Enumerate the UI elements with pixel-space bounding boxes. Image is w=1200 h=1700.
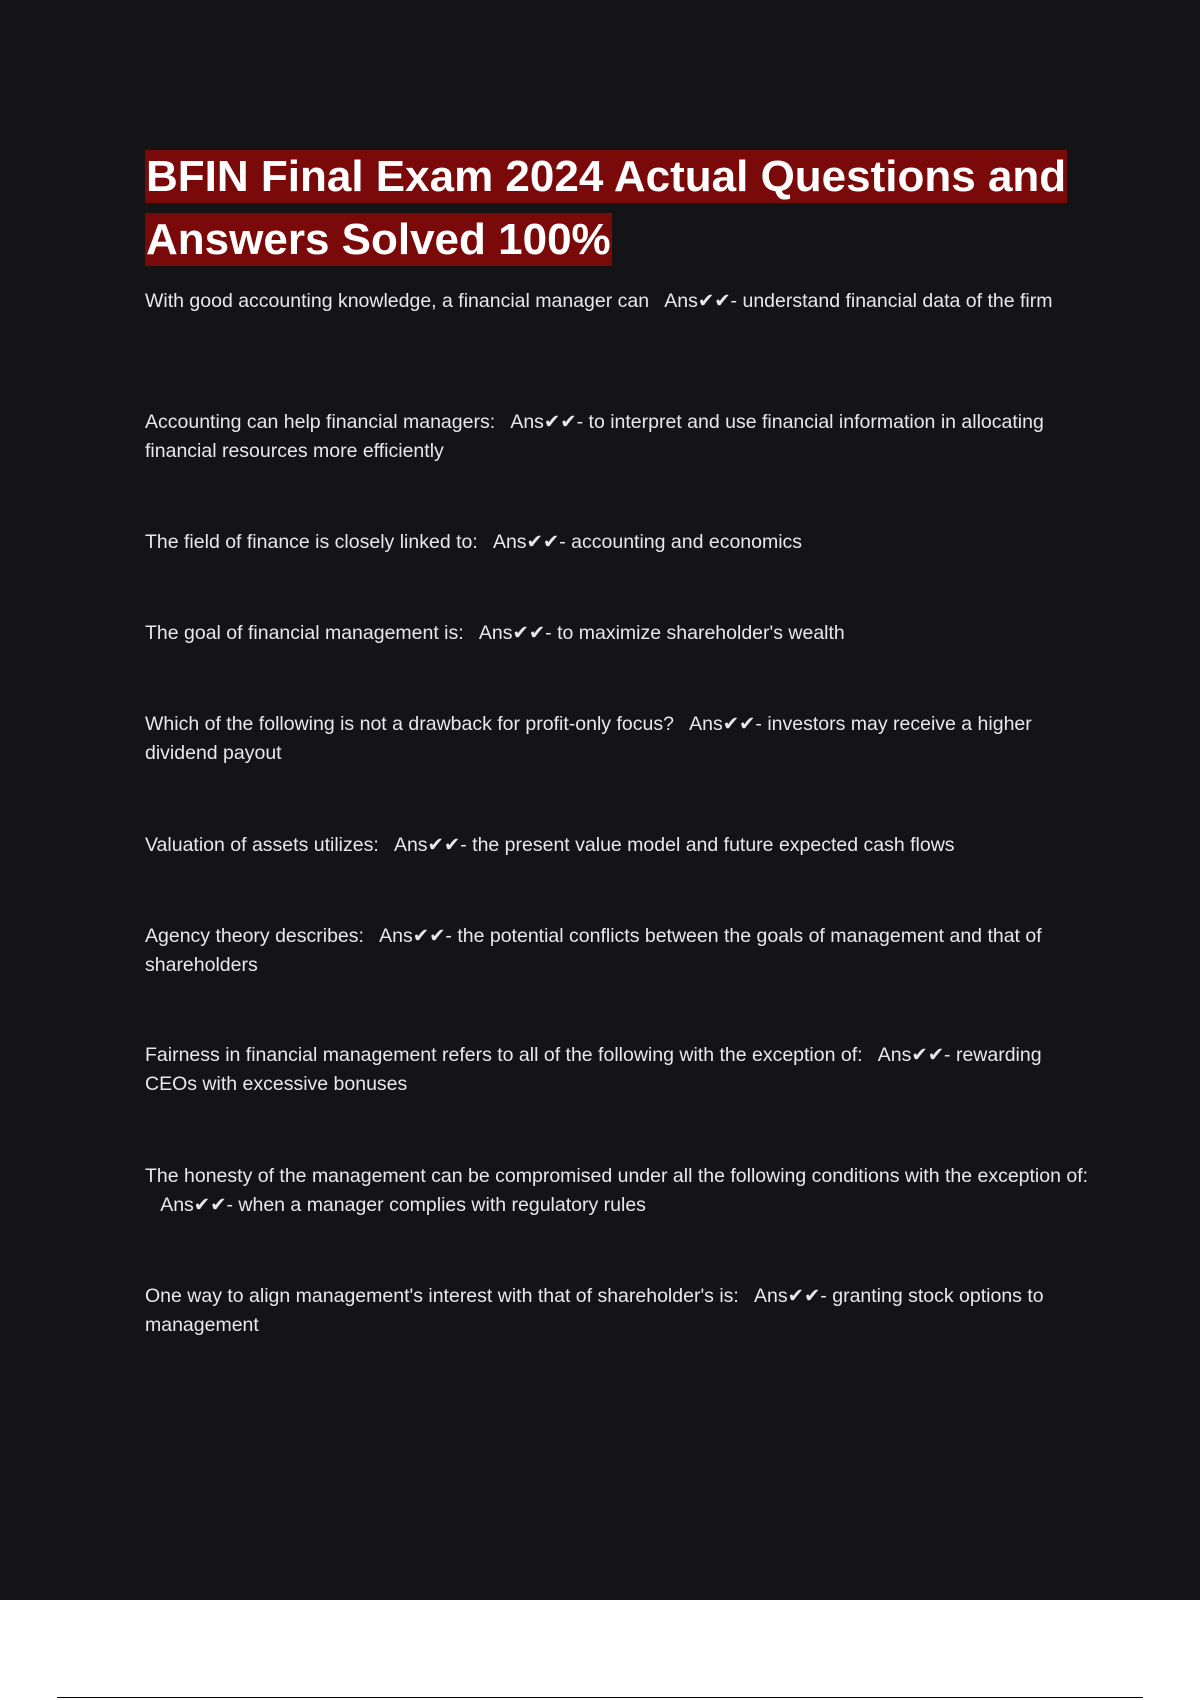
qa-item [145, 287, 1090, 316]
answer-marker: Ans✔✔- [492, 531, 566, 553]
answer-marker: Ans✔✔- [393, 834, 467, 856]
answer-marker: Ans✔✔- [478, 622, 552, 644]
question-text: Valuation of assets utilizes: [145, 834, 379, 856]
question-text: The goal of financial management is: [145, 622, 464, 644]
answer-text: investors may receive a higher dividend payout [145, 713, 1032, 764]
qa-item [145, 922, 1090, 980]
answer-text: accounting and economics [571, 531, 803, 553]
question-text: Accounting can help financial managers: [145, 411, 496, 433]
question-text: Fairness in financial management refers to all of the following with the exception of: [145, 1044, 863, 1066]
answer-marker: Ans✔✔- [510, 411, 584, 433]
answer-text: when a manager complies with regulatory rules [238, 1194, 646, 1216]
answer-marker: Ans✔✔- [754, 1285, 827, 1307]
answer-text: rewarding CEOs with excessive bonuses [145, 1044, 1042, 1095]
qa-item [145, 1282, 1090, 1340]
qa-item [145, 1041, 1090, 1099]
question-text: Agency theory describes: [145, 925, 364, 947]
question-text: The field of finance is closely linked to: [145, 531, 478, 553]
bottom-divider [57, 1697, 1143, 1698]
qa-item [145, 1162, 1090, 1220]
qa-item [145, 710, 1090, 768]
question-text: Which of the following is not a drawback for profit-only focus? [145, 713, 674, 735]
question-text: With good accounting knowledge, a financial manager can [145, 290, 650, 312]
question-text: One way to align management's interest with that of shareholder's is: [145, 1285, 739, 1307]
qa-item [145, 619, 1090, 648]
answer-marker: Ans✔✔- [877, 1044, 951, 1066]
document-title [145, 145, 1095, 271]
answer-text: to maximize shareholder's wealth [557, 622, 845, 644]
answer-text: granting stock options to management [145, 1285, 1044, 1336]
qa-item [145, 408, 1090, 466]
answer-text: the present value model and future expected cash flows [472, 834, 955, 856]
answer-marker: Ans✔✔- [664, 290, 738, 312]
answer-marker: Ans✔✔- [379, 925, 452, 947]
question-text: The honesty of the management can be compromised under all the following conditions with the exception of: [145, 1165, 1089, 1187]
title-highlight: BFIN Final Exam 2024 Actual Questions and Answers Solved 100% [146, 152, 1067, 264]
answer-text: to interpret and use financial information in allocating financial resources more efficiently [145, 411, 1044, 462]
answer-marker: Ans✔✔- [689, 713, 762, 735]
answer-marker: Ans✔✔- [160, 1194, 233, 1216]
answer-text: the potential conflicts between the goals of management and that of shareholders [145, 925, 1042, 976]
qa-item [145, 528, 1090, 557]
answer-text: understand financial data of the firm [742, 290, 1053, 312]
qa-item [145, 831, 1090, 860]
